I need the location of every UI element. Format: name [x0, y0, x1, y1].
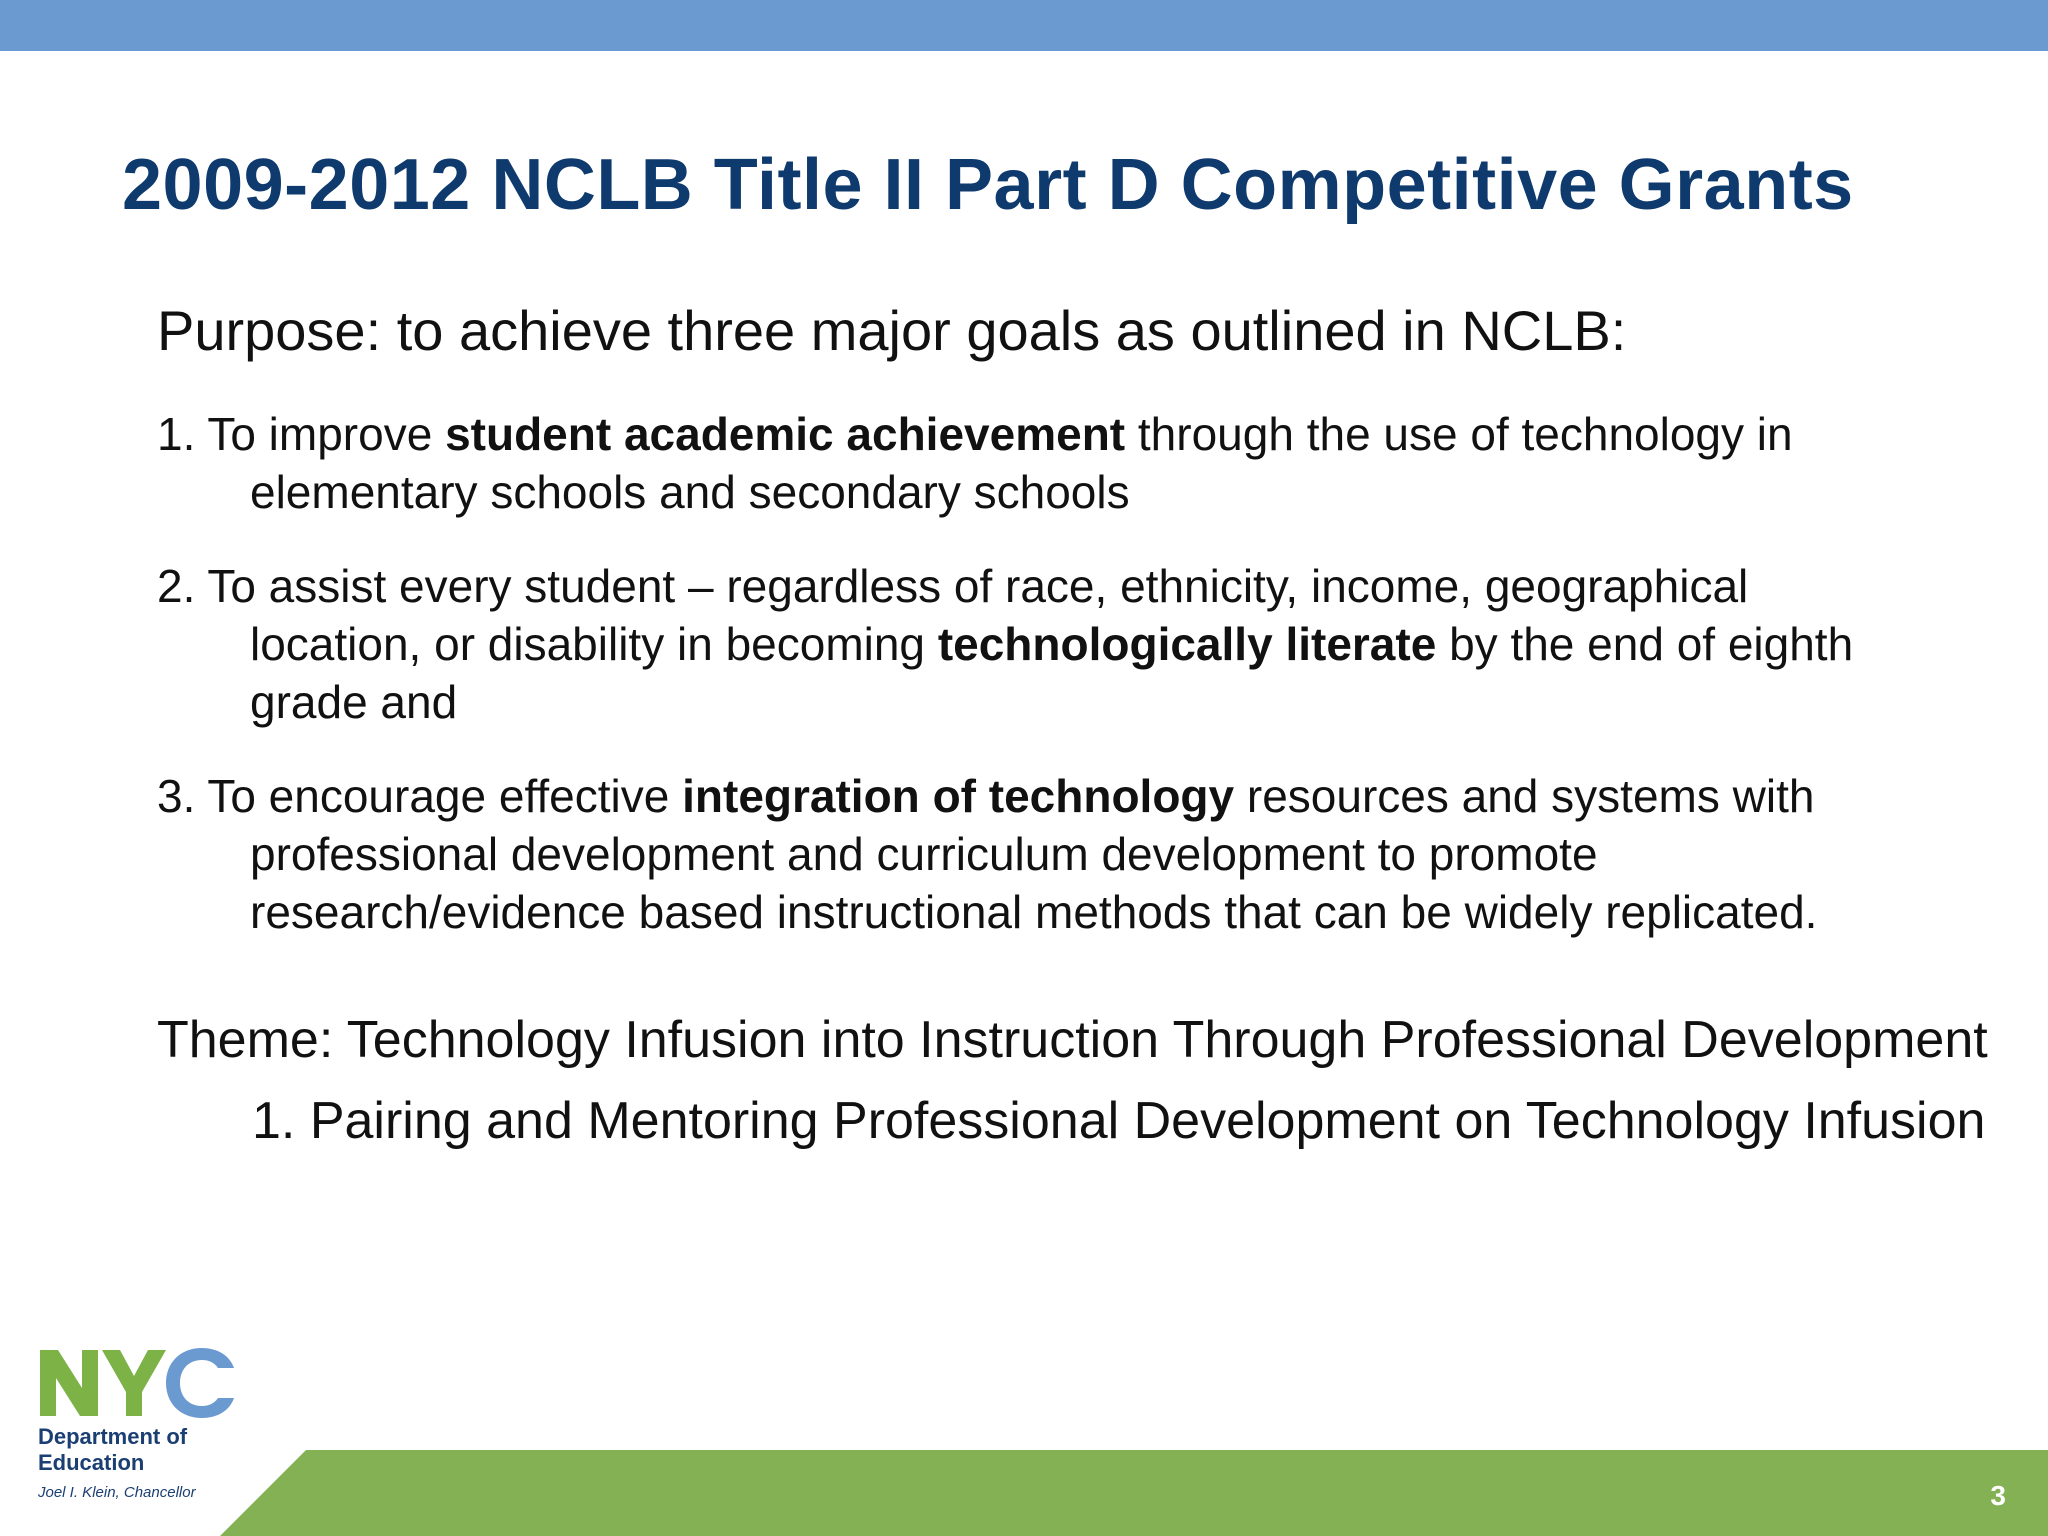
logo-department-text: Department of Education — [38, 1424, 188, 1475]
goal-1-line-1: 1. To improve student academic achievement through the use of technology in — [157, 408, 1793, 460]
theme-heading: Theme: Technology Infusion into Instruction Through Professional Development — [157, 1011, 1988, 1069]
goal-3-line-2: professional development and curriculum development to promote — [250, 828, 1598, 880]
goal-3-line-1: 3. To encourage effective integration of technology resources and systems with — [157, 770, 1815, 822]
top-accent-bar — [0, 0, 2048, 51]
goal-1-emphasis: student academic achievement — [445, 408, 1126, 460]
goal-2-line-1: 2. To assist every student – regardless of race, ethnicity, income, geographical — [157, 560, 1749, 612]
goal-3-emphasis: integration of technology — [682, 770, 1235, 822]
goal-1 — [157, 405, 1957, 521]
goal-2-emphasis: technologically literate — [937, 618, 1437, 670]
nyc-doe-logo — [38, 1348, 258, 1501]
theme-item-1: 1. Pairing and Mentoring Professional Development on Technology Infusion — [252, 1092, 1986, 1150]
goal-3 — [157, 767, 1957, 941]
goal-2-line-3: grade and — [250, 676, 458, 728]
nyc-logo-mark-icon — [38, 1348, 238, 1418]
purpose-heading: Purpose: to achieve three major goals as outlined in NCLB: — [157, 299, 1627, 362]
goal-3-line-3: research/evidence based instructional methods that can be widely replicated. — [250, 886, 1818, 938]
goal-2-line-2: location, or disability in becoming technologically literate by the end of eighth — [250, 618, 1854, 670]
page-number: 3 — [1990, 1480, 2006, 1511]
logo-subtitle: Joel I. Klein, Chancellor — [38, 1484, 196, 1501]
slide-title: 2009-2012 NCLB Title II Part D Competitive Grants — [122, 145, 1854, 225]
bottom-accent-bar — [0, 1450, 2048, 1536]
goal-2 — [157, 557, 1957, 731]
goal-1-line-2: elementary schools and secondary schools — [250, 466, 1130, 518]
